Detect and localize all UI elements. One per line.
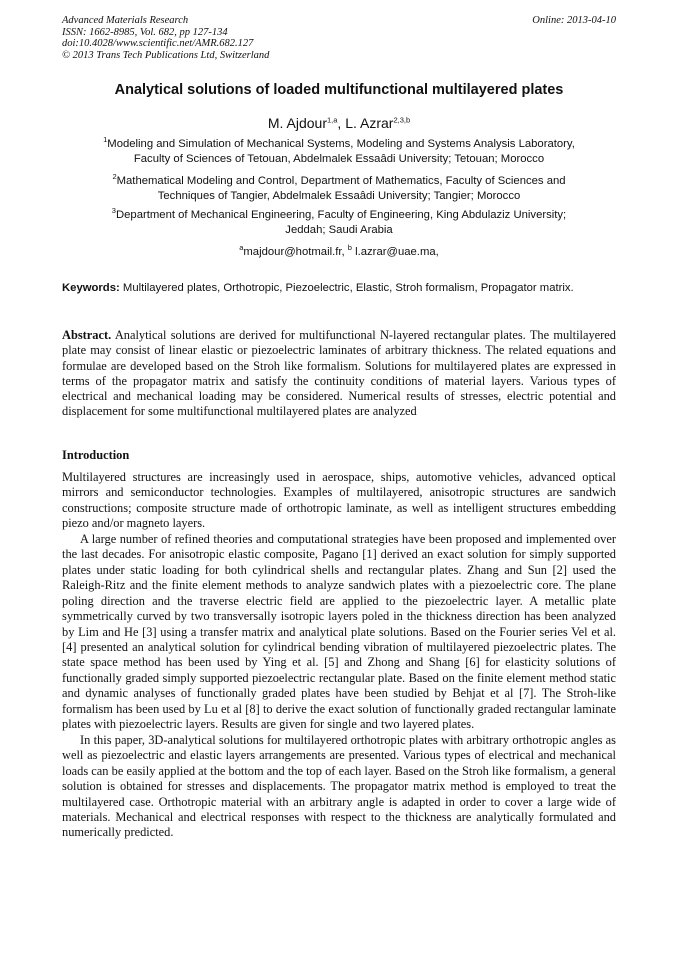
abstract-label: Abstract. bbox=[62, 328, 112, 342]
email-marker: b bbox=[347, 243, 352, 253]
email-text: l.azrar@uae.ma, bbox=[351, 246, 439, 258]
author-affiliation-marker: 1,a bbox=[326, 115, 338, 125]
paragraph: In this paper, 3D-analytical solutions for multilayered orthotropic plates with arbitrary orthotropic angles as well as piezoelectric and elastic layers arrangements are presented. Various types of electrical and mechanical loads can be easily applied at the bottom and the top of each layer. Based on the Stroh like formalism, a general solution is obtained for stresses and displacements. The propagator matrix method is employed to treat the multilayered case. Orthotropic material with an arbitrary angle is adapted in order to cover a large wide of materials. Mechanical and electrical responses with respect to the thickness are analytically formulated and numerically predicted. bbox=[62, 732, 616, 840]
affiliation-3 bbox=[62, 208, 616, 238]
author-emails bbox=[62, 245, 616, 260]
affiliation-text: Jeddah; Saudi Arabia bbox=[285, 224, 393, 236]
affiliation-text: Techniques of Tangier, Abdelmalek Essaâdi University; Tangier; Morocco bbox=[157, 190, 521, 202]
affiliation-text: Faculty of Sciences of Tetouan, Abdelmalek Essaâdi University; Tetouan; Morocco bbox=[133, 153, 545, 165]
affiliation-marker: 1 bbox=[103, 135, 108, 145]
author-separator: , bbox=[337, 115, 346, 131]
online-date: Online: 2013-04-10 bbox=[532, 15, 616, 26]
affiliation-text: Mathematical Modeling and Control, Department of Mathematics, Faculty of Sciences and bbox=[116, 175, 566, 187]
introduction-body bbox=[62, 470, 616, 841]
author-affiliation-marker: 2,3,b bbox=[393, 115, 411, 125]
issn-line: ISSN: 1662-8985, Vol. 682, pp 127-134 bbox=[62, 26, 228, 38]
paper-title: Analytical solutions of loaded multifunctional multilayered plates bbox=[114, 82, 564, 98]
email-marker: a bbox=[239, 243, 244, 253]
affiliation-text: Modeling and Simulation of Mechanical Systems, Modeling and Systems Analysis Laboratory, bbox=[107, 138, 575, 150]
abstract-text: Analytical solutions are derived for multifunctional N-layered rectangular plates. The multilayered plate may consist of linear elastic or piezoelectric laminates of arbitrary thickness. The related equations and formulae are developed based on the Stroh like formalism. Solutions for multilayered plates are expressed in terms of the propagator matrix and satisfy the continuity conditions of material layers. Various types of electrical and mechanical loading may be considered. Numerical results of stresses, electric potential and displacement for some multifunctional multilayered plates are analyzed bbox=[62, 328, 616, 419]
paragraph: A large number of refined theories and computational strategies have been proposed and implemented over the last decades. For anisotropic elastic composite, Pagano [1] derived an exact solution for simply supported plates under static loading for both cylindrical shells and rectangular plates. Zhang and Sun [2] used the Raleigh-Ritz and the finite element methods to analyze sandwich plates with a piezoelectric core. The plane poling direction and the traverse electric field are applied to the piezoelectric layer. A metallic plate symmetrically curved by two transversally isotropic layers poled in the thickness direction has been analyzed by Lim and He [3] using a transfer matrix and analytical plate solutions. Based on the Fourier series Vel et al. [4] presented an analytical solution for cylindrical bending vibration of multilayered piezoelectric plates. The state space method has been used by Ying et al. [5] and Zhong and Shang [6] for elasticity solutions of functionally graded simply supported piezoelectric rectangular plate. Based on the finite element method static and dynamic analyses of functionally graded plates have been studied by Behjat et al [7]. The Stroh-like formalism has been used by Lu et al [8] to derive the exact solution of functionally graded rectangular laminate plates with piezoelectric layers. Results are given for single and two layered plates. bbox=[62, 531, 616, 732]
keywords-label: Keywords: bbox=[62, 282, 120, 294]
doi-line: doi:10.4028/www.scientific.net/AMR.682.127 bbox=[62, 38, 254, 49]
keywords-text: Multilayered plates, Orthotropic, Piezoelectric, Elastic, Stroh formalism, Propagator matrix. bbox=[119, 282, 574, 294]
author-name: M. Ajdour bbox=[267, 115, 327, 131]
author-name: L. Azrar bbox=[345, 115, 394, 131]
affiliation-1 bbox=[62, 137, 616, 167]
author-list bbox=[62, 115, 616, 131]
copyright-line: © 2013 Trans Tech Publications Ltd, Switzerland bbox=[62, 49, 270, 61]
journal-name: Advanced Materials Research bbox=[62, 15, 189, 26]
affiliation-2 bbox=[62, 174, 616, 204]
section-heading: Introduction bbox=[62, 448, 130, 462]
email-text: majdour@hotmail.fr, bbox=[243, 246, 348, 258]
affiliation-text: Department of Mechanical Engineering, Faculty of Engineering, King Abdulaziz University; bbox=[115, 209, 567, 221]
abstract bbox=[62, 328, 616, 420]
journal-header bbox=[62, 15, 616, 61]
affiliation-marker: 2 bbox=[112, 172, 117, 182]
affiliation-marker: 3 bbox=[111, 206, 116, 216]
keywords bbox=[62, 281, 616, 296]
paragraph: Multilayered structures are increasingly used in aerospace, ships, automotive vehicles, advanced optical mirrors and semiconductor technologies. Examples of multilayered, anisotropic structures are sandwich constructions; composite structure made of orthotropic laminate, as well as intelligent structures embedding piezo and/or magneto layers. bbox=[62, 470, 616, 531]
